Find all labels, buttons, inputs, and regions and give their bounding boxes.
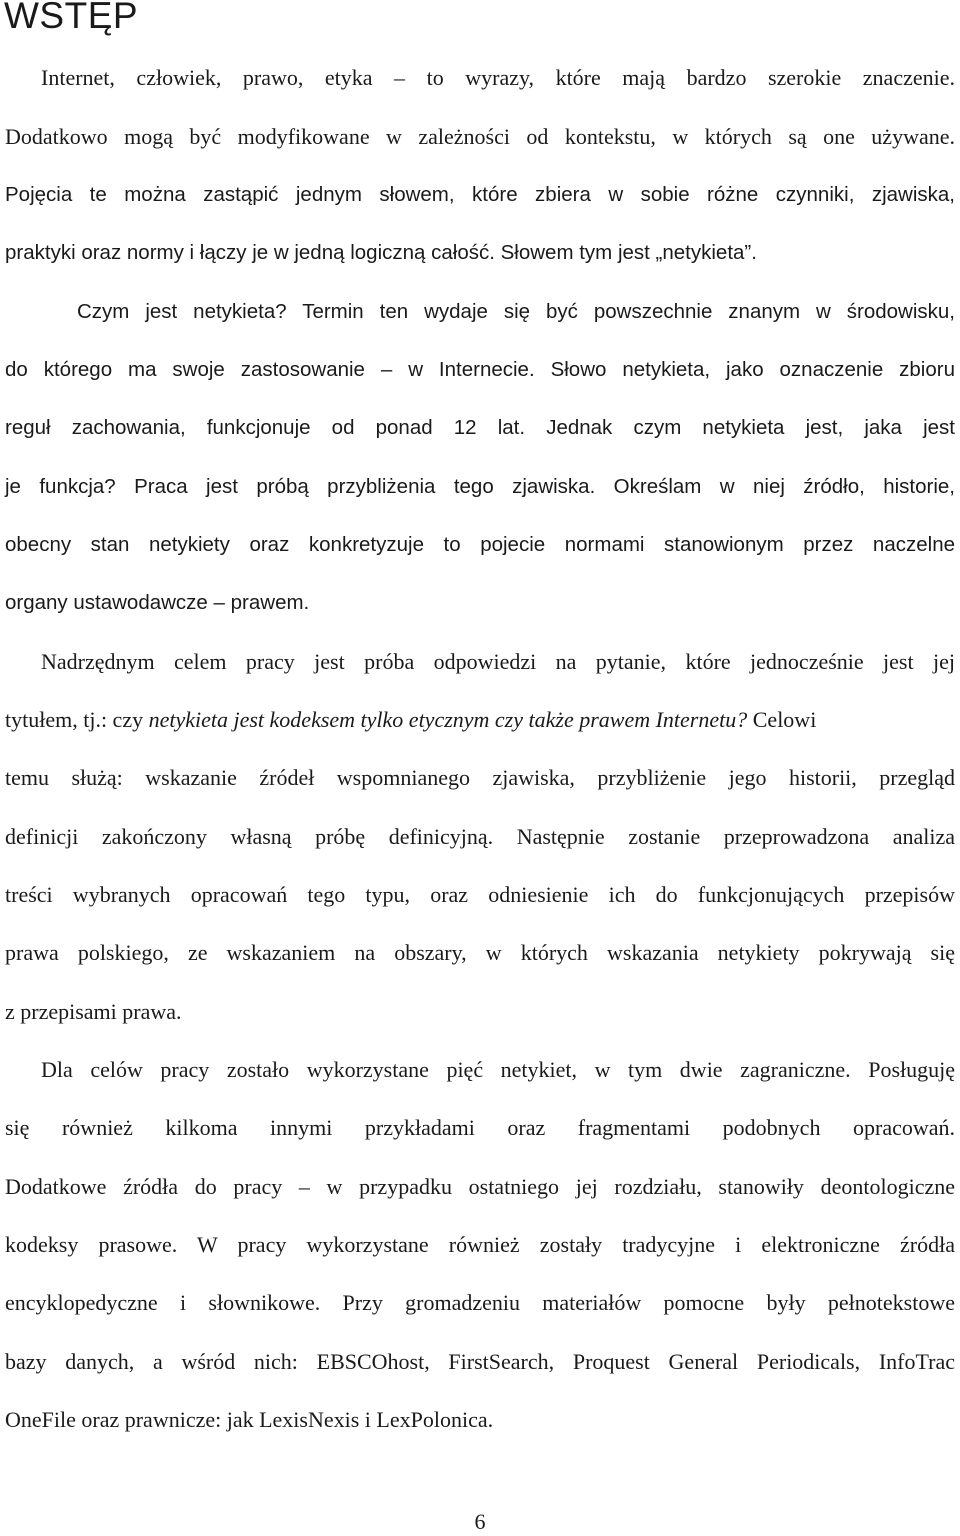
text-line: definicji zakończony własną próbę definicyjną. Następnie zostanie przeprowadzona analiza <box>5 824 955 849</box>
text-line: prawa polskiego, ze wskazaniem na obszary, w których wskazania netykiety pokrywają się <box>5 940 955 965</box>
text-line: obecny stan netykiety oraz konkretyzuje to pojecie normami stanowionym przez naczelne <box>5 533 955 556</box>
text-line: reguł zachowania, funkcjonuje od ponad 12 lat. Jednak czym netykieta jest, jaka jest <box>5 416 955 439</box>
text-line: encyklopedyczne i słownikowe. Przy gromadzeniu materiałów pomocne były pełnotekstowe <box>5 1290 955 1315</box>
text-segment: Celowi <box>747 707 817 732</box>
text-line: Internet, człowiek, prawo, etyka – to wyrazy, które mają bardzo szerokie znaczenie. <box>41 65 955 90</box>
text-line: Czym jest netykieta? Termin ten wydaje się być powszechnie znanym w środowisku, <box>77 300 955 323</box>
text-segment: tytułem, tj.: czy <box>5 707 149 732</box>
text-line: temu służą: wskazanie źródeł wspomnianego zjawiska, przybliżenie jego historii, przegląd <box>5 765 955 790</box>
text-line: do którego ma swoje zastosowanie – w Internecie. Słowo netykieta, jako oznaczenie zbioru <box>5 358 955 381</box>
text-line: OneFile oraz prawnicze: jak LexisNexis i LexPolonica. <box>5 1407 494 1432</box>
text-line: treści wybranych opracowań tego typu, oraz odniesienie ich do funkcjonujących przepisów <box>5 882 955 907</box>
text-line: je funkcja? Praca jest próbą przybliżenia tego zjawiska. Określam w niej źródło, historie, <box>5 475 955 498</box>
text-line: bazy danych, a wśród nich: EBSCOhost, FirstSearch, Proquest General Periodicals, InfoTrac <box>5 1349 955 1374</box>
text-line: Nadrzędnym celem pracy jest próba odpowiedzi na pytanie, które jednocześnie jest jej <box>41 649 955 674</box>
text-line: Dodatkowo mogą być modyfikowane w zależności od kontekstu, w których są one używane. <box>5 124 955 149</box>
page-heading: WSTĘP <box>4 0 139 36</box>
text-line: z przepisami prawa. <box>5 999 182 1024</box>
text-line: organy ustawodawcze – prawem. <box>5 591 310 614</box>
thesis-question: netykieta jest kodeksem tylko etycznym czy także prawem Internetu? <box>148 707 748 732</box>
text-line: Dodatkowe źródła do pracy – w przypadku ostatniego jej rozdziału, stanowiły deontologiczne <box>5 1174 955 1199</box>
text-line: Dla celów pracy zostało wykorzystane pięć netykiet, w tym dwie zagraniczne. Posługuję <box>41 1057 955 1082</box>
text-line: Pojęcia te można zastąpić jednym słowem, które zbiera w sobie różne czynniki, zjawiska, <box>5 183 955 206</box>
page-number: 6 <box>474 1509 486 1534</box>
text-line-mixed <box>5 706 955 734</box>
text-line: praktyki oraz normy i łączy je w jedną logiczną całość. Słowem tym jest „netykieta”. <box>5 241 757 264</box>
text-line: się również kilkoma innymi przykładami oraz fragmentami podobnych opracowań. <box>5 1115 955 1140</box>
text-line: kodeksy prasowe. W pracy wykorzystane również zostały tradycyjne i elektroniczne źródła <box>5 1232 955 1257</box>
